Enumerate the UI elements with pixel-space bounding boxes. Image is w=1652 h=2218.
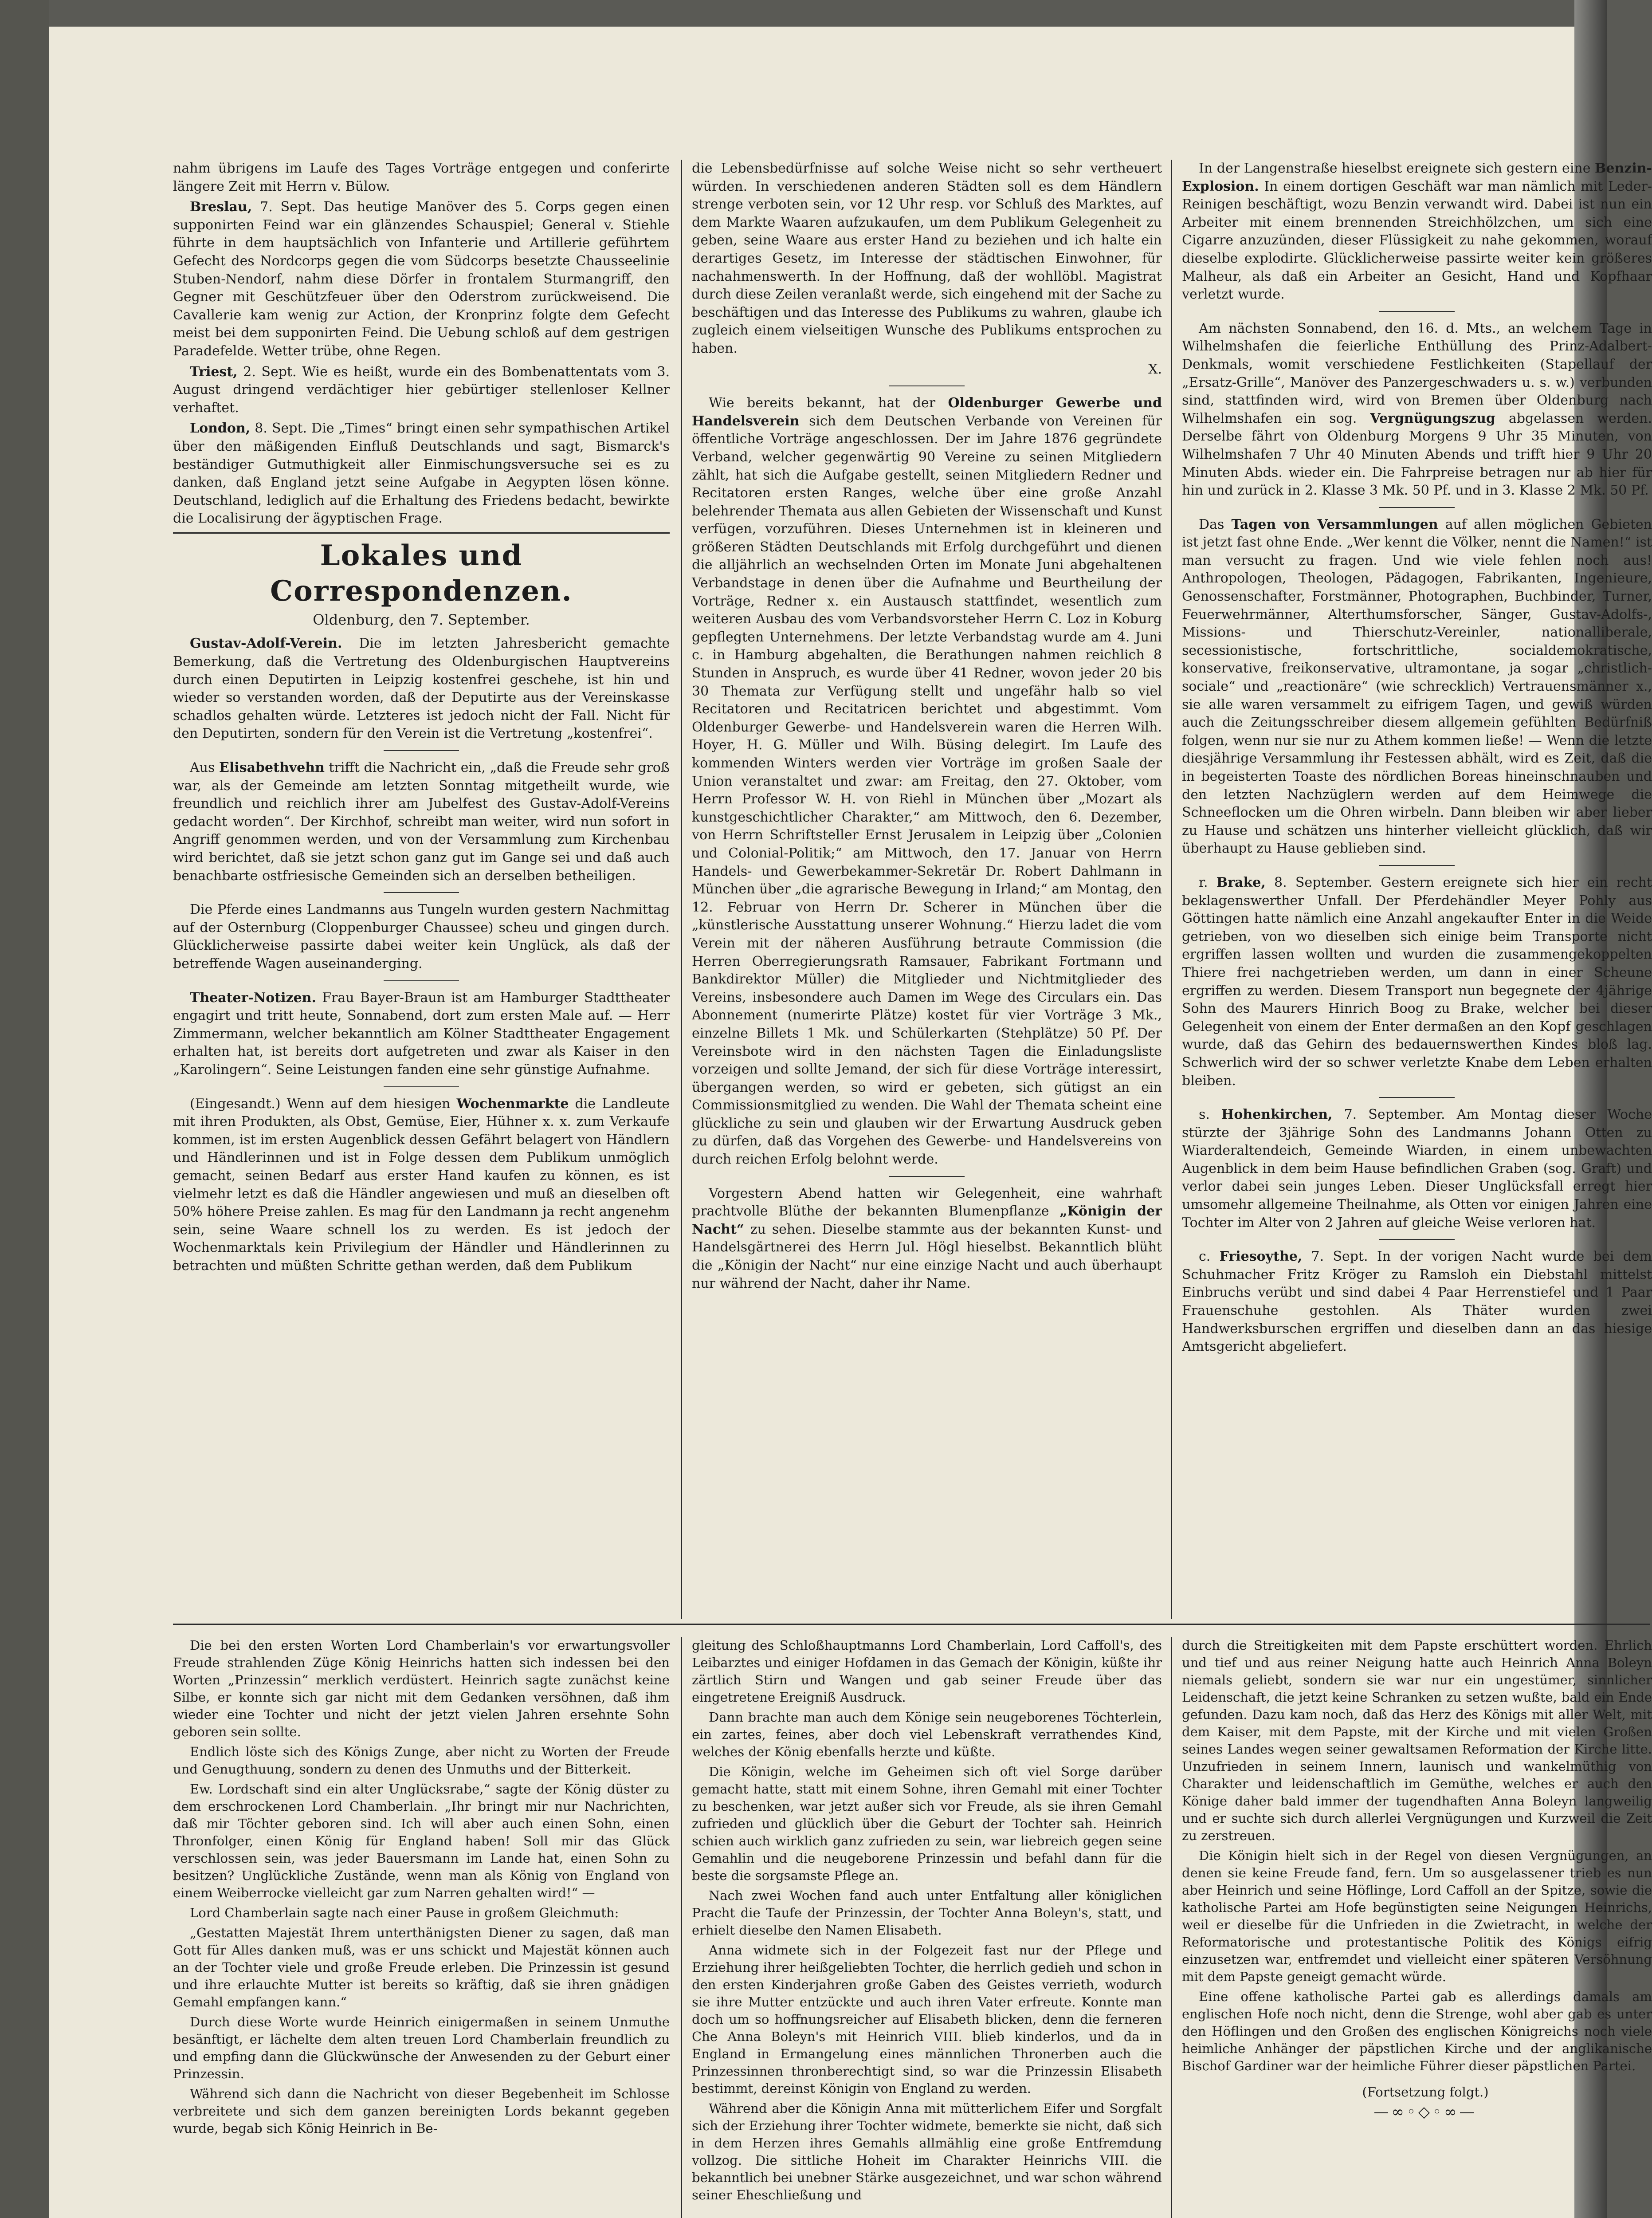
feuilleton-rule-1 [681, 1637, 682, 2218]
place: Friesoythe, [1219, 1249, 1303, 1265]
article-wochenmarkt-cont [692, 160, 1162, 358]
text: sich dem Deutschen Verbande von Vereinen für öffentliche Vorträge angeschlossen. Der im Jahre 1876 gegründete Verband, welcher gegenwärtig 90 Vereine zu seinen Mitgliedern zählt, hat sich die Aufgabe gestellt, seinen Mitgliedern Redner und Recitatoren ersten Ranges, welche über eine große Anzahl belehrender Themata aus allen Gebieten der Wissenschaft und Kunst verfügen, vorzuführen. Dieses Unternehmen ist in kleineren und größeren Städten Deutschlands mit Erfolg durchgeführt und dienen die alljährlich an wechselnden Orten im Monate Juni abgehaltenen Verbandstage in denen über die Aufnahme und Beurtheilung der Vorträge, Redner x. ein Austausch stattfindet, wesentlich zum weiteren Ausbau des vom Verbandsvorsteher Herrn C. Loz in Koburg gepflegten Unternehmens. Der letzte Verbandstag wurde am 4. Juni c. in Hamburg abgehalten, die Berathungen nahmen reichlich 8 Stunden in Anspruch, es wurde über 41 Redner, wovon jeder 20 bis 30 Themata zur Verfügung stellt und ungefähr halb so viel Recitatoren und Recitatricen berichtet und abgestimmt. Vom Oldenburger Gewerbe- und Handelsverein waren die Herren Wilh. Hoyer, H. G. Müller und Wilh. Büsing delegirt. Im Laufe des kommenden Winters werden vier Vorträge im großen Saale der Union veranstaltet und zwar: am Freitag, den 27. Oktober, vom Herrn Professor W. H. von Riehl in München über „Mozart als kunstgeschichtlicher Charakter,“ am Mittwoch, den 6. Dezember, von Herrn Schriftsteller Ernst Jerusalem in Leipzig über „Colonien und Colonial-Politik;“ am Mittwoch, den 17. Januar von Herrn Handels- und Gewerbekammer-Sekretär Dr. Robert Dahlmann in München über „die agrarische Bewegung in Irland;“ am Montag, den 12. Februar von Herrn Dr. Scherer in München über die „künstlerische Ausstattung unserer Wohnung.“ Hierzu ladet die vom Verein mit der näheren Ausführung betraute Commission (die Herren Oberregierungsrath Ramsauer, Fabrikant Fortmann und Bankdirektor Müller) die Mitglieder und Nichtmitglieder des Vereins, insbesondere auch Damen im Wege des Circulars ein. Das Abonnement (numerirte Plätze) kostet für vier Vorträge 3 Mk., einzelne Billets 1 Mk. und Schülerkarten (Stehplätze) 50 Pf. Der Vereinsbote wird in den nächsten Tagen die Einladungsliste vorzeigen und sollte Jemand, der sich für diese Vorträge interessirt, übergangen werden, so wird er gebeten, sich gütigst an ein Commissionsmitglied zu wenden. Die Wahl der Themata scheint eine glückliche zu sein und glauben wir der Erwartung Ausdruck geben zu dürfen, daß das Vorgehen des Gewerbe- und Handelsvereins von durch reichen Erfolg belohnt werde. [692, 413, 1162, 1168]
feuilleton-paragraph: Endlich löste sich des Königs Zunge, aber nicht zu Worten der Freude und Genugthuung, sondern zu denen des Unmuths und der Bitterkeit. [173, 1744, 670, 1777]
headline: Wochenmarkte [456, 1096, 569, 1112]
text: 8. September. Gestern ereignete sich hier ein recht beklagenswerther Unfall. Der Pferdehändler Meyer Pohly aus Göttingen hatte nämlich eine Anzahl angekaufter Enter in die Weide getrieben, von wo dieselben sich einige beim Transporte nicht ergriffen lassen wollten und wurden die zusammengekoppelten Thiere frei nachgetrieben werden, um dann in einer Scheune ergriffen zu werden. Diesem Transport nun begegnete der 4jährige Sohn des Maurers Hinrich Boog zu Brake, welcher bei dieser Gelegenheit von einem der Enter dermaßen an den Kopf geschlagen wurde, daß das Gehirn des bedauernswerthen Kindes bloß lag. Schwerlich wird der so schwer verletzte Knabe dem Leben erhalten bleiben. [1182, 874, 1652, 1089]
place: Elisabethvehn [219, 760, 325, 776]
feuilleton-column-2 [692, 1637, 1162, 2218]
headline: Tagen von Versammlungen [1231, 516, 1438, 532]
feuilleton-paragraph: Dann brachte man auch dem Könige sein neugeborenes Töchterlein, ein zartes, feines, aber doch viel Lebenskraft verrathendes Kind, welches der König ebenfalls herzte und küßte. [692, 1710, 1162, 1759]
text: 7. Sept. In der vorigen Nacht wurde bei dem Schuhmacher Fritz Kröger zu Ramsloh ein Diebstahl mittelst Einbruchs verübt und sind dabei 4 Paar Herrenstiefel und 1 Paar Frauenschuhe gestohlen. Als Thäter wurden zwei Handwerksburschen ergriffen und dieselben dann an das hiesige Amtsgericht abgeliefert. [1182, 1249, 1652, 1355]
section-divider [173, 532, 670, 534]
continuation-note: (Fortsetzung folgt.) [1362, 2084, 1489, 2100]
headline: Vergnügungszug [1370, 410, 1495, 426]
text: die Landleute mit ihren Produkten, als Obst, Gemüse, Eier, Hühner x. x. zum Verkaufe kommen, ist im ersten Augenblick dessen Gefährt belagert von Händlern und Händlerinnen und ist in Folge dessen dem Publikum unmöglich gemacht, seinen Bedarf aus erster Hand kaufen zu können, es ist vielmehr letzt es daß die Händler angewiesen und muß an dieselben oft 50% höhere Preise zahlen. Es mag für den Landmann ja recht angenehm sein, seine Waare schnell los zu werden. Es ist jedoch der Wochenmarktals kein Privilegium der Händler und Händlerinnen zu betrachten und müßten Schritte gethan werden, daß dem Publikum [173, 1096, 670, 1274]
text: Am nächsten Sonnabend, den 16. d. Mts., an welchem Tage in Wilhelmshafen die feierliche Enthüllung des Prinz-Adalbert-Denkmals, womit verschiedene Festlichkeiten (Stapellauf der „Ersatz-Grille“, Manöver des Panzergeschwaders u. s. w.) verbunden sind, stattfinden wird, wird von Bremen über Oldenburg nach Wilhelmshafen ein sog. [1182, 320, 1652, 426]
feuilleton-column-1 [173, 1637, 670, 2218]
text: abgelassen werden. Derselbe fährt von Oldenburg Morgens 9 Uhr 35 Minuten, von Wilhelmshafen 7 Uhr 40 Minuten Abends und trifft hier 9 Uhr 20 Minuten Abds. wieder ein. Die Fahrpreise betragen nur ab hier für hin und zurück in 2. Klasse 3 Mk. 50 Pf. und in 3. Klasse 2 Mk. 50 Pf. [1182, 410, 1652, 499]
article-theater [173, 989, 670, 1079]
separator [384, 1086, 459, 1087]
text: auf allen möglichen Gebieten ist jetzt fast ohne Ende. „Wer kennt die Völker, nennt die Namen!“ ist man versucht zu fragen. Und wie viele fehlen noch aus! Anthropologen, Theologen, Pädagogen, Fabrikanten, Ingenieure, Genossenschafter, Forstmänner, Photographen, Buchbinder, Turner, Feuerwehrmänner, Alterthumsforscher, Sänger, Gustav-Adolfs-, Missions- und Thierschutz-Vereinler, nationalliberale, secessionistische, fortschrittliche, socialdemokratische, konservative, freikonservative, ultramontane, ja sogar „christlich-sociale“ und „reactionäre“ (wie schrecklich) Vertrauensmänner x., sie alle waren versammelt zu eifrigem Tagen, und gewiß würden auch die Zeitungsschreiber diesem allgemein gefühlten Bedürfniß folgen, wenn nur sie nur zu Athem kommen ließe! — Wenn die letzte diesjährige Versammlung ihr Festessen abhält, wird es Zeit, daß die in begeisterten Toaste des nördlichen Boreas hineinschnauben und den letzten Nachzüglern werden auf dem Heimwege die Schneeflocken um die Ohren wirbeln. Dann bleiben wir aber lieber zu Hause und schätzen uns hinterher vielleicht glücklich, daß wir überhaupt zu Hause geblieben sind. [1182, 516, 1652, 857]
column-3 [1182, 160, 1652, 1624]
feuilleton-paragraph: durch die Streitigkeiten mit dem Papste erschüttert worden. Ehrlich und tief und aus reiner Neigung hatte auch Heinrich Anna Boleyn niemals geliebt, sondern sie war nur ein ungestümer, sinnlicher Leidenschaft, die jetzt keine Schranken zu setzen wußte, bald ein Ende gefunden. Dazu kam noch, daß das Herz des Königs mit aller Welt, mit dem Kaiser, mit dem Papste, mit der Kirche und mit vielen Großen seines Landes wegen seiner gewaltsamen Reformation der Kirche litte. Unzufrieden in seinem Innern, launisch und wankelmüthig von Charakter und leidenschaftlich im Gemüthe, welches er auch den Könige daher bald immer der tugendhaften Anna Boleyn langweilig und er suchte sich durch allerlei Vergnügungen und Kurzweil die Zeit zu zerstreuen. [1182, 1638, 1652, 1843]
headline: Oldenburger Gewerbe und Handelsverein [692, 395, 1162, 429]
feuilleton-paragraph: Während aber die Königin Anna mit mütterlichem Eifer und Sorgfalt sich der Erziehung ihrer Tochter widmete, bemerkte sie nicht, daß sich in dem Herzen ihres Gemahls allmählig eine große Entfremdung vollzog. Die sittliche Hoheit im Charakter Heinrichs VIII. die bekanntlich bei unebner Stärke ausgezeichnet, und war schon während seiner Eheschließung und [692, 2101, 1162, 2202]
text: Wie bereits bekannt, hat der [709, 395, 948, 411]
text: 7. September. Am Montag dieser Woche stürzte der 3jährige Sohn des Landmanns Johann Otten zu Wiarderaltendeich, Gemeinde Wiarden, in einem unbewachten Augenblick in dem beim Hause befindlichen Graben (sog. Graft) und verlor dabei sein junges Leben. Dieser Unglücksfall erregt hier umsomehr allgemeine Theilnahme, als Otten vor einigen Jahren eine Tochter im Alter von 2 Jahren auf gleiche Weise verloren hat. [1182, 1107, 1652, 1231]
section-title: Lokales und Correspondenzen. [270, 539, 573, 608]
article-hohenkirchen [1182, 1106, 1652, 1232]
article-elisabethvehn [173, 759, 670, 885]
article-pferde [173, 901, 670, 973]
text: Die Pferde eines Landmanns aus Tungeln wurden gestern Nachmittag auf der Osternburg (Cloppenburger Chaussee) scheu und gingen durch. Glücklicherweise passirte dabei weiter kein Unglück, als daß der betreffende Wagen auseinanderging. [173, 902, 670, 971]
text: Aus [190, 760, 220, 776]
feuilleton-paragraph: Anna widmete sich in der Folgezeit fast nur der Pflege und Erziehung ihrer heißgeliebten Tochter, die herrlich gedieh und schon in den ersten Kinderjahren große Gaben des Geistes verrieth, wodurch sie ihre Mutter entzückte und auch ihren Vater erfreute. Konnte man doch um so hoffnungsreicher auf Elisabeth blicken, denn die ferneren Che Anna Boleyn's mit Heinrich VIII. blieb kinderlos, und da in England in Ermangelung eines männlichen Thronerben auch die Prinzessinnen thronberechtigt sind, so war die Prinzessin Elisabeth bestimmt, dereinst Königin von England zu werden. [692, 1943, 1162, 2096]
feuilleton-paragraph: gleitung des Schloßhauptmanns Lord Chamberlain, Lord Caffoll's, des Leibarztes und einiger Hofdamen in das Gemach der Königin, küßte ihr zärtlich Stirn und Wangen und gab seiner Freude über das eingetretene Ereigniß Ausdruck. [692, 1638, 1162, 1705]
column-2 [692, 160, 1162, 1624]
text: nahm übrigens im Laufe des Tages Vorträge entgegen und conferirte längere Zeit mit Herrn v. Bülow. [173, 161, 670, 194]
article-gustav-adolf [173, 635, 670, 743]
text: Frau Bayer-Braun ist am Hamburger Stadttheater engagirt und tritt heute, Sonnabend, dort zum ersten Male auf. — Herr Zimmermann, welcher bekanntlich am Kölner Stadttheater Engagement erhalten hat, ist bereits dort aufgetreten und zwar als Kaiser in den „Karolingern“. Seine Leistungen fanden eine sehr günstige Aufnahme. [173, 990, 670, 1078]
text: die Lebensbedürfnisse auf solche Weise nicht so sehr vertheuert würden. In verschiedenen anderen Städten soll es dem Händlern strenge verboten sein, vor 12 Uhr resp. vor Schluß des Marktes, auf dem Markte Waaren aufzukaufen, um dem Publikum Gelegenheit zu geben, seine Waare aus erster Hand zu beziehen und ich halte ein derartiges Gesetz, im Interesse der städtischen Einwohner, für nachahmenswerth. In der Hoffnung, daß der wohllöbl. Magistrat durch diese Zeilen veranlaßt werde, sich eingehend mit der Sache zu beschäftigen und das Interesse des Publikums zu wahren, glaube ich zugleich einem vielseitigen Wunsche des Publikums entsprochen zu haben. [692, 161, 1162, 356]
text: s. [1199, 1107, 1222, 1123]
place-triest: Triest, [190, 364, 238, 380]
text: c. [1199, 1249, 1220, 1265]
text: Vorgestern Abend hatten wir Gelegenheit, eine wahrhaft prachtvolle Blüthe der bekannten Blumenpflanze [692, 1185, 1162, 1219]
text: Die im letzten Jahresbericht gemachte Bemerkung, daß die Vertretung des Oldenburgischen Hauptvereins durch einen Deputirten in Leipzig kostenfrei geschehe, ist hin und wieder so verstanden worden, daß der Deputirte aus der Vereinskasse schadlos gehalten würde. Letzteres ist jedoch nicht der Fall. Nicht für den Deputirten, sondern für den Verein ist die Vertretung „kostenfrei“. [173, 636, 670, 742]
feuilleton-rule-2 [1171, 1637, 1172, 2218]
separator [384, 750, 459, 751]
newspaper-page [49, 27, 1652, 2218]
separator [1379, 507, 1455, 508]
text: trifft die Nachricht ein, „daß die Freude sehr groß war, als der Gemeinde am letzten Sonntag mitgetheilt wurde, wie freundlich und reichlich ihrer am Jubelfest des Gustav-Adolf-Vereins gedacht worden“. Der Kirchhof, schreibt man weiter, wird nun sofort in Angriff genommen werden, und von der Versammlung zum Kirchenbau wird berichtet, daß sie jetzt schon ganz gut im Gange sei und daß auch benachbarte ostfriesische Gemeinden sich an derselben betheiligen. [173, 760, 670, 884]
scan-left-edge [0, 0, 49, 2218]
column-1 [173, 160, 670, 1624]
article-gewerbeverein [692, 394, 1162, 1169]
separator [384, 980, 459, 981]
feuilleton-paragraph: Während sich dann die Nachricht von dieser Begebenheit im Schlosse verbreitete und sich dem ganzen bereinigten Lords bekannt gegeben wurde, begab sich König Heinrich in Be- [173, 2086, 670, 2136]
article-triest [173, 363, 670, 417]
signature: X. [1148, 361, 1162, 377]
text: Das [1199, 516, 1232, 532]
text: In der Langenstraße hieselbst ereignete sich gestern eine [1199, 161, 1595, 176]
article-london [173, 420, 670, 528]
feuilleton-paragraph: Lord Chamberlain sagte nach einer Pause in großem Gleichmuth: [190, 1905, 619, 1920]
place-breslau: Breslau, [190, 199, 252, 215]
article-bulow [173, 160, 670, 196]
article-koenigin-der-nacht [692, 1185, 1162, 1293]
column-rule-1 [681, 160, 682, 1619]
text: 8. Sept. Die „Times“ bringt einen sehr sympathischen Artikel über den mäßigenden Einfluß Deutschlands und sagt, Bismarck's beständiger Gutmuthigkeit aller Einmischungsversuche sei es zu danken, daß England jetzt seine Aufgabe in Aegypten lösen könne. Deutschland, lediglich auf die Erhaltung des Friedens bedacht, bewirkte die Localisirung der ägyptischen Frage. [173, 421, 670, 527]
headline: Benzin-Explosion. [1182, 161, 1652, 194]
article-versammlungen [1182, 516, 1652, 858]
feuilleton-paragraph: Ew. Lordschaft sind ein alter Unglücksrabe,“ sagte der König düster zu dem erschrockenen Lord Chamberlain. „Ihr bringt mir nur Nachrichten, daß mir Töchter geboren sind. Ich will aber auch einen Sohn, einen Thronfolger, einen König für England haben! Soll mir das Glück verschlossen sein, was jeder Bauersmann im Lande hat, einen Sohn zu besitzen? Unglückliche Zustände, wenn man als König von England von einem Weiberrocke vielleicht gar zum Narren gehalten wird!“ — [173, 1781, 670, 1900]
column-rule-2 [1171, 160, 1172, 1619]
dateline: Oldenburg, den 7. September. [313, 611, 530, 628]
feuilleton-column-3 [1182, 1637, 1652, 2218]
separator [889, 385, 965, 386]
separator [889, 1176, 965, 1177]
feuilleton-paragraph: Die Königin hielt sich in der Regel von diesen Vergnügungen, an denen sie keine Freude fand, fern. Um so ausgelassener trieb es nun aber Heinrich und seine Höflinge, Lord Caffoll an der Spitze, sowie die katholische Partei am Hofe begünstigten seine Neigungen Heinrichs, weil er dieselbe für die Unfrieden in die Zwietracht, in welche der Reformatorische und protestantische Politik des Königs eifrig einzusetzen war, entfremdet und vielleicht einer späteren Versöhnung mit dem Papste geneigt gemacht würde. [1182, 1848, 1652, 1984]
article-wochenmarkt [173, 1095, 670, 1275]
separator [1379, 311, 1455, 312]
text: In einem dortigen Geschäft war man nämlich mit Leder-Reinigen beschäftigt, wozu Benzin verwandt wird. Dabei ist nun ein Arbeiter mit einem brennenden Streichhölzchen, um sich eine Cigarre anzuzünden, dieser Flüssigkeit zu nahe gekommen, worauf dieselbe explodirte. Glücklicherweise passirte weiter kein größeres Malheur, als daß ein Arbeiter an Gesicht, Hand und Kopfhaar verletzt wurde. [1182, 178, 1652, 303]
article-friesoythe [1182, 1248, 1652, 1356]
place: Brake, [1216, 874, 1266, 890]
separator [1379, 1239, 1455, 1240]
article-benzin [1182, 160, 1652, 304]
headline: Theater-Notizen. [190, 990, 316, 1006]
feuilleton-rule [173, 1624, 1650, 1625]
headline: Gustav-Adolf-Verein. [190, 636, 342, 652]
text: (Eingesandt.) Wenn auf dem hiesigen [190, 1096, 457, 1112]
separator [1379, 1097, 1455, 1098]
feuilleton-paragraph: Nach zwei Wochen fand auch unter Entfaltung aller königlichen Pracht die Taufe der Prinzessin, der Tochter Anna Boleyn's, statt, und erhielt dieselbe den Namen Elisabeth. [692, 1888, 1162, 1938]
place-london: London, [190, 421, 251, 437]
feuilleton-paragraph: Die bei den ersten Worten Lord Chamberlain's vor erwartungsvoller Freude strahlenden Züge König Heinrichs hatten sich indessen bei den Worten „Prinzessin“ merklich verdüstert. Heinrich sagte zunächst keine Silbe, er konnte sich gar nicht mit dem Gedanken versöhnen, daß ihm wieder eine Tochter und nicht der jetzt vielen Jahren ersehnte Sohn geboren sein sollte. [173, 1638, 670, 1739]
place: Hohenkirchen, [1221, 1107, 1333, 1123]
headline: „Königin der Nacht“ [692, 1203, 1162, 1237]
text: 2. Sept. Wie es heißt, wurde ein des Bombenattentats vom 3. August dringend verdächtiger hier gebürtiger stellenloser Kellner verhaftet. [173, 364, 670, 416]
article-vergnuegungszug [1182, 320, 1652, 500]
feuilleton-paragraph: Die Königin, welche im Geheimen sich oft viel Sorge darüber gemacht hatte, statt mit einem Sohne, ihren Gemahl mit einer Tochter zu beschenken, war jetzt außer sich vor Freude, als sie ihren Gemahl zufrieden und glücklich über die Geburt der Tochter sah. Heinrich schien auch wirklich ganz zufrieden zu sein, war liebreich gegen seine Gemahlin und die neugeborene Prinzessin und befahl dann für die beste die sorgsamste Pflege an. [692, 1764, 1162, 1883]
separator [384, 892, 459, 893]
text: r. [1199, 874, 1216, 890]
feuilleton-paragraph: Eine offene katholische Partei gab es allerdings damals am englischen Hofe noch nicht, denn die Strenge, wohl aber gab es unter den Höflingen und den Großen des englischen Königreichs noch viele heimliche Anhänger der päpstlichen Kirche und der anglikanische Bischof Gardiner war der heimliche Führer dieser päpstlichen Partei. [1182, 1989, 1652, 2073]
article-breslau [173, 198, 670, 360]
separator [1379, 865, 1455, 866]
article-brake [1182, 874, 1652, 1090]
end-ornament: —∞◦◇◦∞— [1373, 2103, 1477, 2121]
feuilleton-paragraph: Durch diese Worte wurde Heinrich einigermaßen in seinem Unmuthe besänftigt, er lächelte dem alten treuen Lord Chamberlain freundlich zu und empfing dann die Glückwünsche der Anwesenden zu der Geburt einer Prinzessin. [173, 2014, 670, 2081]
text: zu sehen. Dieselbe stammte aus der bekannten Kunst- und Handelsgärtnerei des Herrn Jul. Högl hieselbst. Bekanntlich blüht die „Königin der Nacht“ nur eine einzige Nacht und auch überhaupt nur während der Nacht, daher ihr Name. [692, 1221, 1162, 1291]
feuilleton-paragraph: „Gestatten Majestät Ihrem unterthänigsten Diener zu sagen, daß man Gott für Alles danken muß, was er uns schickt und Majestät können auch an der Tochter viele und große Freude erleben. Die Prinzessin ist gesund und ihre erlauchte Mutter ist bereits so kräftig, daß sie ihren gnädigen Gemahl empfangen kann.“ [173, 1925, 670, 2010]
text: 7. Sept. Das heutige Manöver des 5. Corps gegen einen supponirten Feind war ein glänzendes Schauspiel; General v. Stiehle führte in dem hauptsächlich von Infanterie und Artillerie geführtem Gefecht des Nordcorps gegen die vom Südcorps besetzte Chausseelinie Stuben-Nendorf, nahm diese Dörfer in frontalem Sturmangriff, den Gegner mit Geschützfeuer über den Oderstrom zurückweisend. Die Cavallerie kam wenig zur Action, der Kronprinz folgte dem Gefecht meist bei dem supponirten Feind. Die Uebung schloß auf dem gestrigen Paradefelde. Wetter trübe, ohne Regen. [173, 199, 670, 359]
